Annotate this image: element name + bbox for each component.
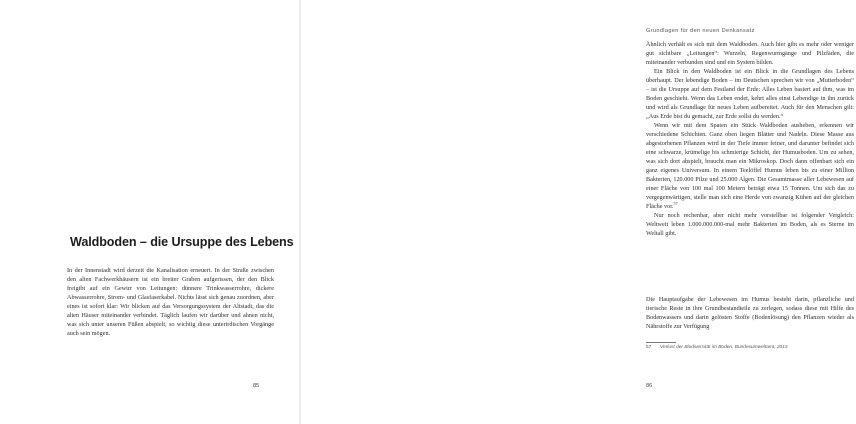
chapter-title: Waldboden – die Ursuppe des Lebens <box>70 235 294 249</box>
footnote-text: Verlust der Biodiversität im Boden, Bundesumweltamt, 2013 <box>660 345 788 350</box>
paragraph-text: Wenn wir mit dem Spaten ein Stück Waldboden ausheben, erkennen wir verschiedene Schichten. Ganz oben liegen Blätter und Nadeln. Diese Masse aus abgestorbenen Pflanzen wird in der Tiefe immer feiner, und darunter befindet sich eine schwarze, krümelige bis schmierige Schicht, der Humusboden. Um zu sehen, was sich dort abspielt, braucht man ein Mikroskop. Doch dann offenbart sich ein ganz eigenes Universum. In einem Teelöffel Humus leben bis zu einer Million Bakterien, 120.000 Pilze und 25.000 Algen. Die Gesamtmasse aller Lebewesen auf einer Fläche von 100 mal 100 Metern beträgt etwa 15 Tonnen. Um sich das zu vergegenwärtigen, stelle man sich eine Herde von zwanzig Kühen auf der gleichen Fläche vor. <box>646 122 854 210</box>
footnote-reference: 57 <box>673 200 678 206</box>
left-page <box>0 0 300 424</box>
page-number-right: 86 <box>646 383 653 389</box>
right-page <box>300 0 854 424</box>
paragraph: In der Innenstadt wird derzeit die Kanalisation erneuert. In der Straße zwischen den alten Fachwerkhäusern ist ein breiter Graben aufgerissen, der den Blick freigibt auf ein Gewirr von Leitungen: dünnere Trinkwasserrohre, dickere Abwasserrohre, Strom- und Glasfaserkabel. Nichts lässt sich genau zuordnen, aber eines ist sofort klar: Wir blicken auf das Versorgungssystem der Altstadt, das die alten Häuser miteinander verbindet. Täglich laufen wir darüber und ahnen nicht, was sich unter unseren Füßen abspielt, so wichtig diese unterirdischen Vorgänge auch sein mögen. <box>67 267 274 337</box>
left-body-text <box>67 266 274 338</box>
paragraph: Ein Blick in den Waldboden ist ein Blick in die Grundlagen des Lebens überhaupt. Der lebendige Boden – im Deutschen sprechen wir von „Mutterboden“ – ist die Ursuppe auf dem Festland der Erde: Alles Leben basiert auf ihm, was im Boden geschieht. Wenn das Leben endet, kehrt alles einst Lebendige in ihn zurück und wird als Grundlage für neues Leben aufbereitet. Auch für den Menschen gilt: „Aus Erde bist du gemacht, zur Erde sollst du werden.“ <box>646 68 854 120</box>
paragraph: Nur noch rechenbar, aber nicht mehr vorstellbar ist folgender Vergleich: Weltweit leben 1.000.000.000-mal mehr Bakterien im Boden, als es Sterne im Weltall gibt. <box>646 212 854 237</box>
running-head: Grundlagen für den neuen Denkansatz <box>646 28 755 34</box>
right-body-text <box>646 40 854 238</box>
paragraph <box>646 121 854 211</box>
footnote-number: 57 <box>646 345 652 350</box>
footnote <box>646 345 856 350</box>
footnote-divider <box>646 342 676 343</box>
paragraph: Die Hauptaufgabe der Lebewesen im Humus besteht darin, pflanzliche und tierische Reste in ihre Grundbestandteile zu zerlegen, sodass diese mit Hilfe des Bodenwassers und darin gelösten Stoffe (Bodenlösung) den Pflanzen wieder als Nährstoffe zur Verfügung <box>646 296 854 330</box>
paragraph: Ähnlich verhält es sich mit dem Waldboden. Auch hier gibt es mehr oder weniger gut sichtbare „Leitungen“: Wurzeln, Regenwurmgänge und Pilzfäden, die miteinander verbunden sind und ein System bilden. <box>646 41 854 66</box>
page-number-left: 85 <box>253 383 260 389</box>
right-body-text-2 <box>646 295 854 331</box>
